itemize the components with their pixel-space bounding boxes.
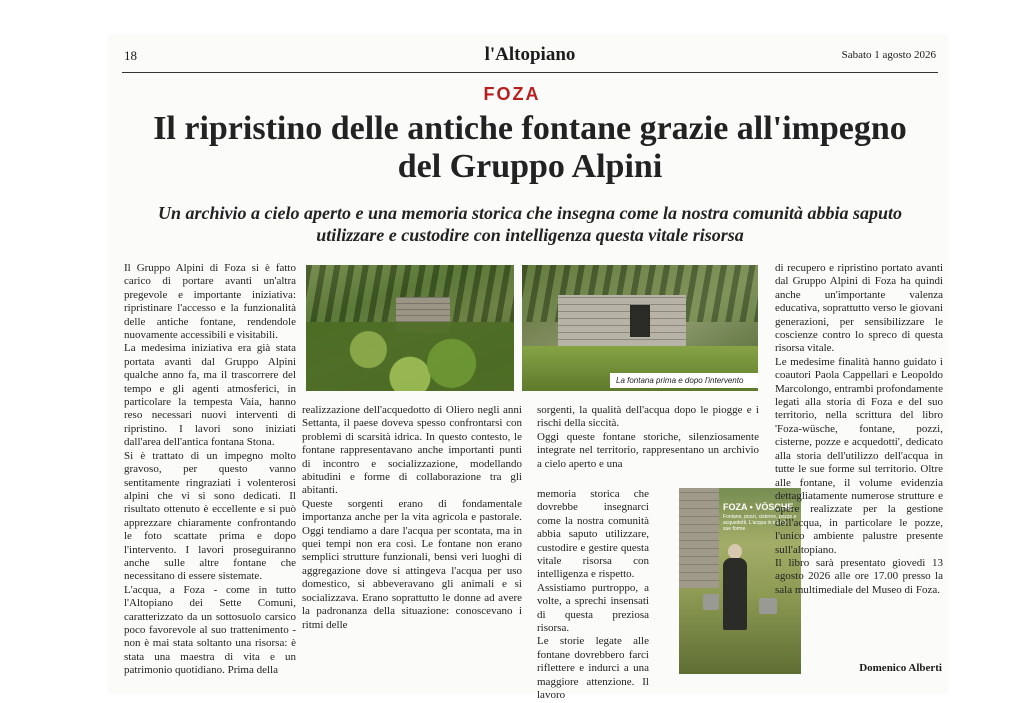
header-rule: [122, 72, 938, 73]
fountain-door: [630, 305, 650, 337]
article-headline: Il ripristino delle antiche fontane grazie all'impegno del Gruppo Alpini: [153, 110, 907, 185]
fountain-photo-before: [306, 265, 514, 391]
paragraph: Assistiamo purtroppo, a volte, a sprechi insensati di questa preziosa risorsa.: [537, 581, 649, 635]
article-author: Domenico Alberti: [859, 662, 942, 674]
paragraph: Le storie legate alle fontane dovrebbero farci riflettere e indurci a una maggiore attenzione. Il lavoro: [537, 635, 649, 702]
article-column-2: [302, 404, 522, 632]
paragraph: Il Gruppo Alpini di Foza si è fatto carico di portare avanti un'altra pregevole e importante iniziativa: ripristinare l'accesso e la funzionalità delle antiche fontane, rendendole nuovamente accessibili e visitabili.: [124, 262, 296, 342]
masthead: l'Altopiano: [484, 44, 576, 65]
article-column-3: [537, 404, 759, 471]
article-column-1: [124, 262, 296, 678]
article-column-4: [775, 262, 943, 597]
woman-figure-head: [728, 544, 742, 559]
bucket-icon: [703, 594, 719, 610]
paragraph: di recupero e ripristino portato avanti dal Gruppo Alpini di Foza ha quindi anche un'importante valenza educativa, soprattutto verso le giovani generazioni, per sensibilizzare le coscienze contro lo spreco di questa risorsa vitale.: [775, 262, 943, 355]
paragraph: La medesima iniziativa era già stata portata avanti dal Gruppo Alpini qualche anno fa, ma il trascorrere del tempo e gli agenti atmosferici, in particolare la tempesta Vaia, hanno reso necessari nuovi interventi di ripristino. I lavori sono iniziati dall'area dell'antica fontana Stona.: [124, 342, 296, 449]
page-number: 18: [124, 48, 137, 63]
paragraph: L'acqua, a Foza - come in tutto l'Altopiano dei Sette Comuni, caratterizzato da un sottosuolo carsico poco favorevole al suo trattenimento - non è mai stata soltanto una risorsa: è stata una maestra di vita e un patrimonio quotidiano. Prima della: [124, 583, 296, 677]
paragraph: Oggi queste fontane storiche, silenziosamente integrate nel territorio, rappresentano un archivio a cielo aperto e una: [537, 430, 759, 470]
page-header: [124, 44, 936, 68]
paragraph: memoria storica che dovrebbe insegnarci come la nostra comunità abbia saputo utilizzare, custodire e gestire questa vitale risorsa con intelligenza e rispetto.: [537, 488, 649, 581]
fern-vegetation: [306, 322, 514, 391]
book-title: FOZA • VÖSCHE: [723, 502, 794, 512]
section-kicker: FOZA: [483, 84, 541, 104]
paragraph: Il libro sarà presentato giovedì 13 agosto 2026 alle ore 17.00 presso la sala multimediale del Museo di Foza.: [775, 556, 943, 596]
woman-figure: [723, 558, 747, 630]
paragraph: Le medesime finalità hanno guidato i coautori Paola Cappellari e Leopoldo Marcolongo, entrambi profondamente legati alla storia di Foza e del suo territorio, nella scrittura del libro 'Foza-wüsche, fontane, pozzi, cisterne, pozze e acquedotti', dedicato alla storia dell'utilizzo dell'acqua in tutte le sue forme sul territorio. Oltre alle fontane, il volume evidenzia dettagliatamente numerose strutture e opere realizzate per la gestione dell'acqua, in particolare le pozze, l'unico ambiente palustre presente sull'altopiano.: [775, 355, 943, 556]
restored-stone-fountain: [558, 295, 686, 353]
stone-house: [679, 488, 719, 588]
article-column-3-lower: [537, 488, 649, 703]
paragraph: Queste sorgenti erano di fondamentale importanza anche per la vita agricola e pastorale. Oggi tendiamo a dare l'acqua per scontata, ma in quei tempi non era così. Le fontane non erano semplici strutture funzionali, bensì veri luoghi di aggregazione dove si attingeva l'acqua per uso domestico, si abbeveravano gli animali e si socializzava. Erano soprattutto le donne ad avere la padronanza della situazione: conoscevano i ritmi delle: [302, 497, 522, 631]
issue-date: Sabato 1 agosto 2026: [841, 49, 936, 61]
article-subhead: Un archivio a cielo aperto e una memoria storica che insegna come la nostra comunità abbia saputo utilizzare e custodire con intelligenza questa vitale risorsa: [157, 203, 903, 245]
paragraph: realizzazione dell'acquedotto di Oliero negli anni Settanta, il paese doveva spesso confrontarsi con problemi di scarsità idrica. In questo contesto, le fontane rappresentavano anche importanti punti di incontro e socializzazione, modellando abitudini e forme di collaborazione tra gli abitanti.: [302, 404, 522, 497]
paragraph: sorgenti, la qualità dell'acqua dopo le piogge e i rischi della siccità.: [537, 404, 759, 430]
bucket-icon: [759, 598, 777, 614]
book-subtitle: Fontane, pozzi, cisterne, pozze e acquedotti. L'acqua in tutte le sue forme: [723, 514, 797, 532]
paragraph: Si è trattato di un impegno molto gravoso, per questo vanno sentitamente ringraziati i volenterosi alpini che vi si sono dedicati. Il risultato ottenuto è eccellente e si può apprezzare chiaramente confrontando le foto scattate prima e dopo l'intervento. I lavori proseguiranno anche sulle altre fontane che necessitano di essere sistemate.: [124, 449, 296, 583]
photo-caption: La fontana prima e dopo l'intervento: [610, 373, 758, 388]
